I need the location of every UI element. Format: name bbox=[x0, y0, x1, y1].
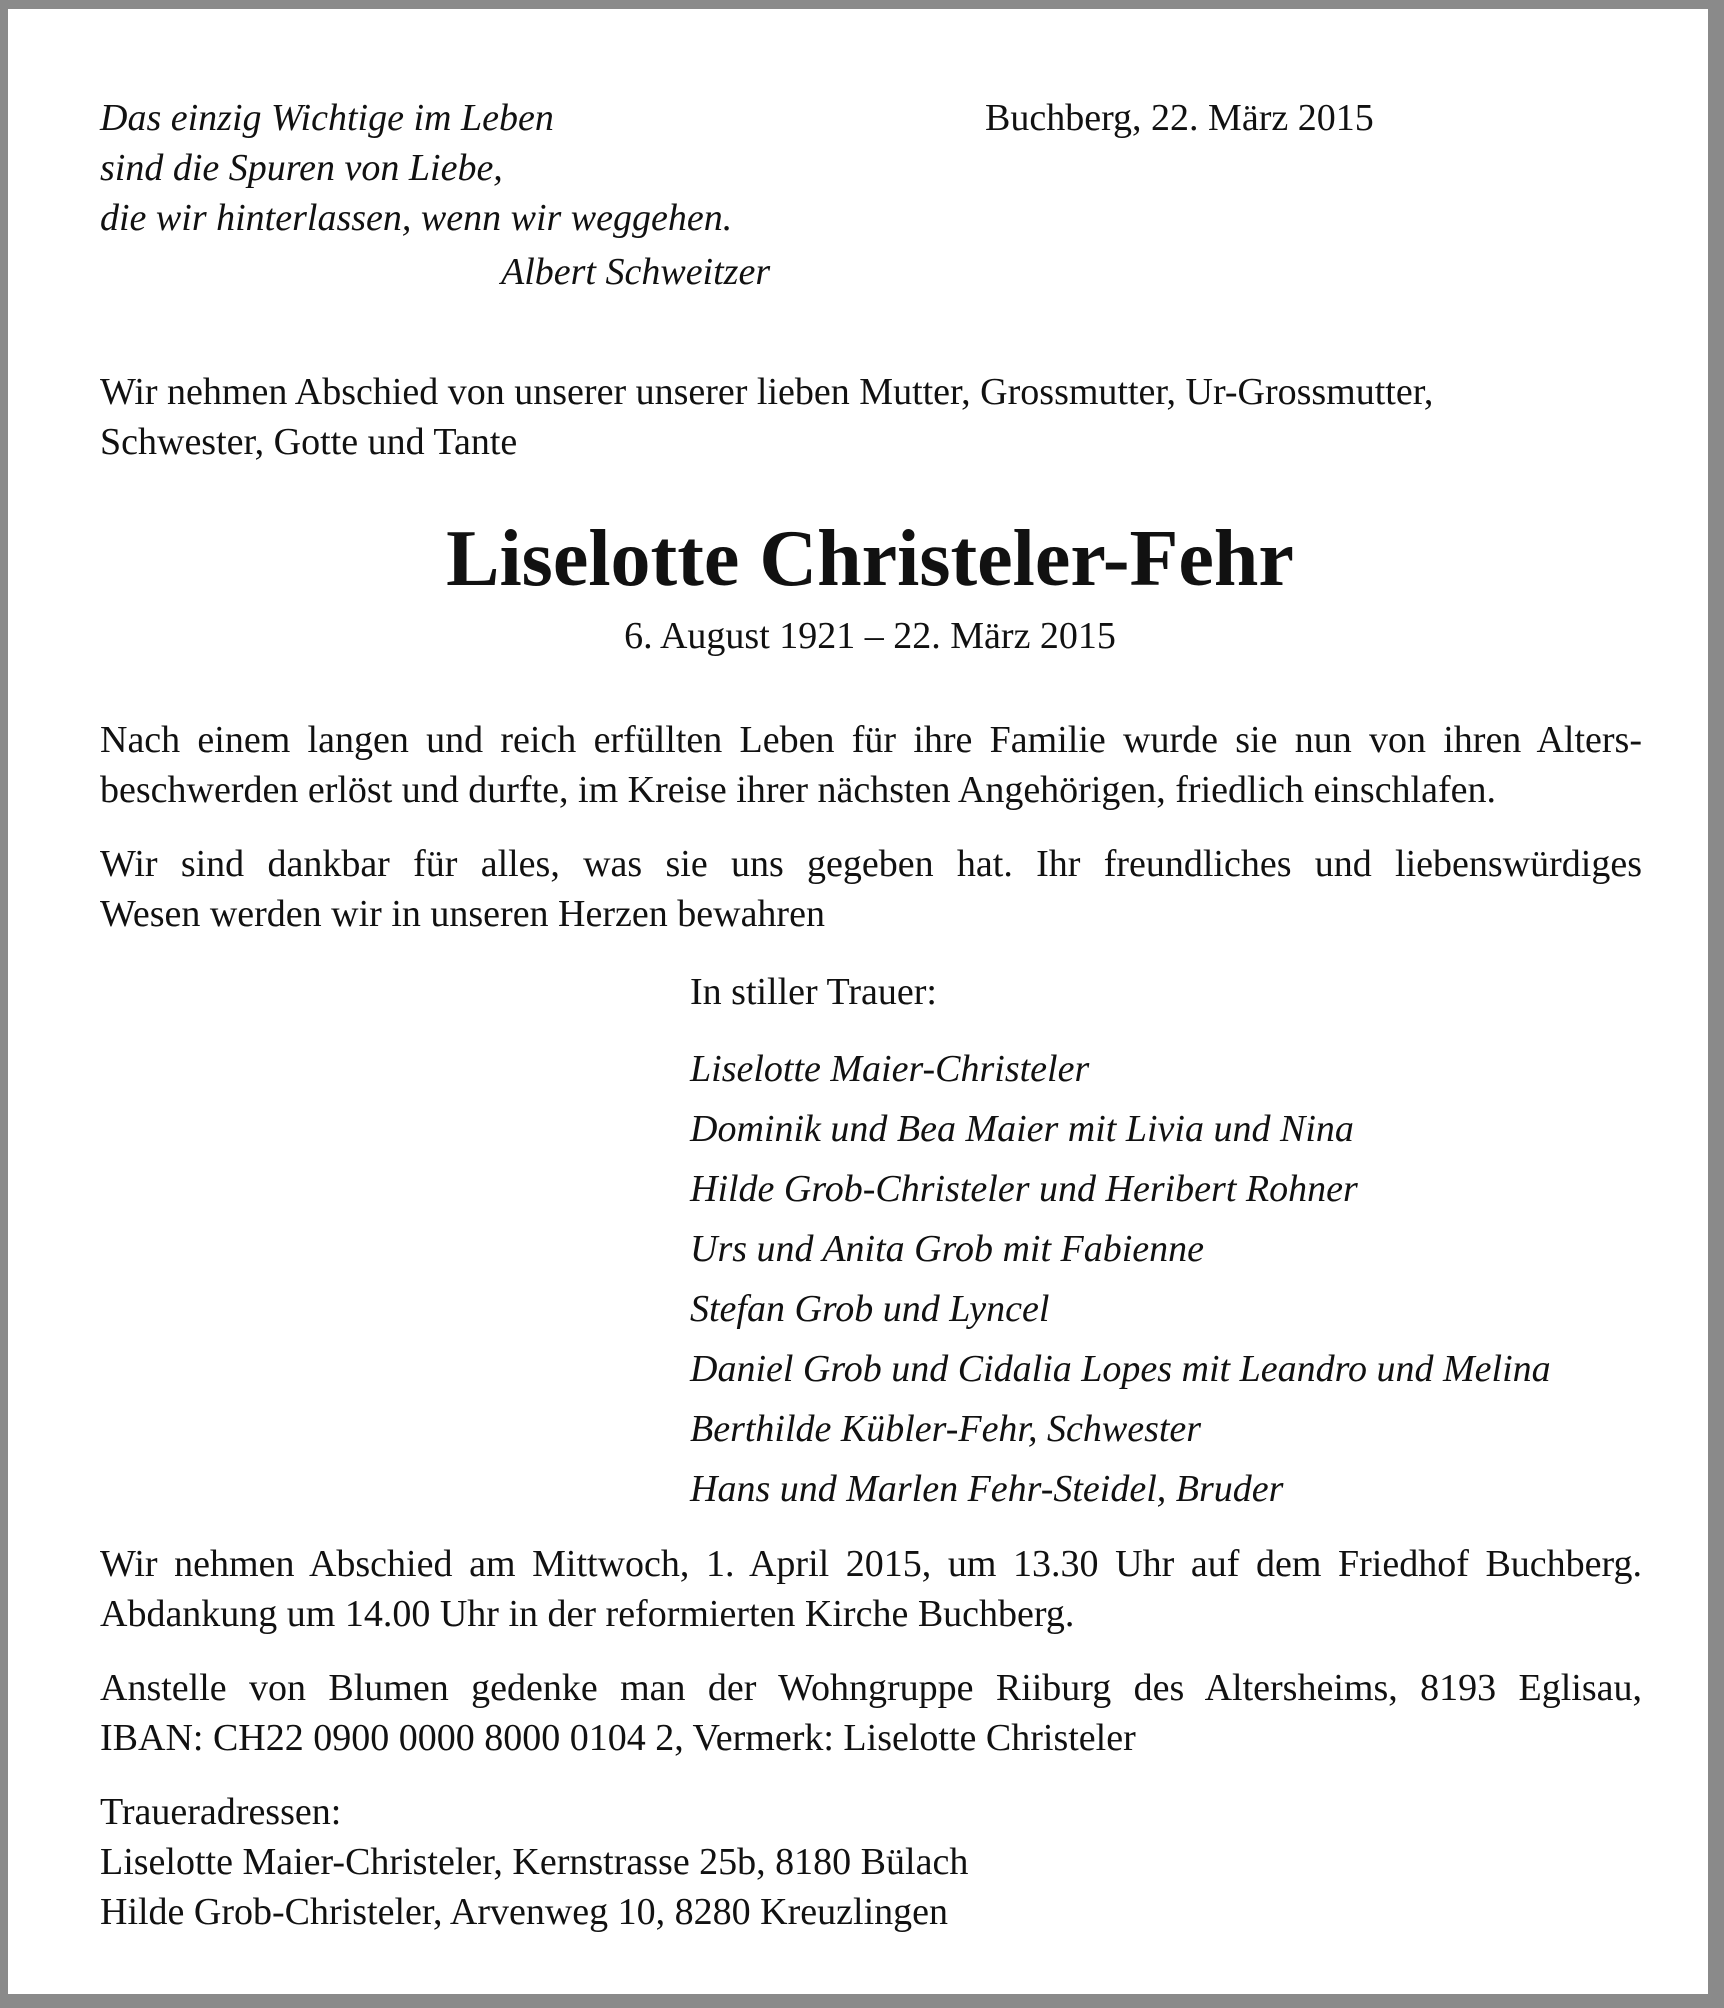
mourner-name: Urs und Anita Grob mit Fabienne bbox=[690, 1228, 1205, 1270]
mourner-name: Stefan Grob und Lyncel bbox=[690, 1288, 1050, 1330]
mourner-name: Berthilde Kübler-Fehr, Schwester bbox=[690, 1408, 1202, 1450]
mourning-addresses bbox=[100, 1787, 968, 1937]
place-date: Buchberg, 22. März 2015 bbox=[985, 97, 1374, 139]
quote-line: Das einzig Wichtige im Leben bbox=[100, 97, 554, 139]
mourner-name: Daniel Grob und Cidalia Lopes mit Leandro und Melina bbox=[690, 1348, 1551, 1390]
mourners-list bbox=[690, 1039, 1551, 1519]
address-line: Liselotte Maier-Christeler, Kernstrasse 25b, 8180 Bülach bbox=[100, 1841, 969, 1883]
donation-line: IBAN: CH22 0900 0000 8000 0104 2, Vermerk: Liselotte Christeler bbox=[100, 1717, 1136, 1759]
quote bbox=[100, 93, 732, 243]
paragraph-gratitude bbox=[100, 839, 1642, 939]
funeral-info bbox=[100, 1539, 1642, 1639]
deceased-name: Liselotte Christeler-Fehr bbox=[446, 515, 1294, 603]
quote-author: Albert Schweitzer bbox=[501, 251, 771, 293]
mourner-name: Liselotte Maier-Christeler bbox=[690, 1048, 1090, 1090]
quote-line: die wir hinterlassen, wenn wir weggehen. bbox=[100, 197, 733, 239]
paragraph-line: Wir sind dankbar für alles, was sie uns gegeben hat. Ihr freundliches und liebenswürdiges bbox=[100, 843, 1642, 885]
donation-line: Anstelle von Blumen gedenke man der Wohngruppe Riiburg des Altersheims, 8193 Eglisau, bbox=[100, 1667, 1642, 1709]
donation-info bbox=[100, 1663, 1642, 1763]
paragraph-line: Wesen werden wir in unseren Herzen bewahren bbox=[100, 893, 825, 935]
address-line: Hilde Grob-Christeler, Arvenweg 10, 8280 Kreuzlingen bbox=[100, 1891, 948, 1933]
mourner-name: Dominik und Bea Maier mit Livia und Nina bbox=[690, 1108, 1354, 1150]
life-dates: 6. August 1921 – 22. März 2015 bbox=[624, 615, 1116, 657]
funeral-line: Wir nehmen Abschied am Mittwoch, 1. April 2015, um 13.30 Uhr auf dem Friedhof Buchberg. bbox=[100, 1543, 1642, 1585]
paragraph-line: Nach einem langen und reich erfüllten Leben für ihre Familie wurde sie nun von ihren Alters- bbox=[100, 719, 1642, 761]
paragraph-line: beschwerden erlöst und durfte, im Kreise ihrer nächsten Angehörigen, friedlich einschlafen. bbox=[100, 769, 1496, 811]
addresses-title: Traueradressen: bbox=[100, 1791, 342, 1833]
intro-line: Schwester, Gotte und Tante bbox=[100, 421, 518, 463]
intro-line: Wir nehmen Abschied von unserer unserer lieben Mutter, Grossmutter, Ur-Grossmutter, bbox=[100, 371, 1434, 413]
mourner-name: Hilde Grob-Christeler und Heribert Rohner bbox=[690, 1168, 1358, 1210]
paragraph-life bbox=[100, 715, 1642, 815]
funeral-line: Abdankung um 14.00 Uhr in der reformierten Kirche Buchberg. bbox=[100, 1593, 1075, 1635]
quote-line: sind die Spuren von Liebe, bbox=[100, 147, 503, 189]
intro-text bbox=[100, 367, 1433, 467]
mourner-name: Hans und Marlen Fehr-Steidel, Bruder bbox=[690, 1468, 1284, 1510]
mourning-title: In stiller Trauer: bbox=[690, 971, 937, 1013]
